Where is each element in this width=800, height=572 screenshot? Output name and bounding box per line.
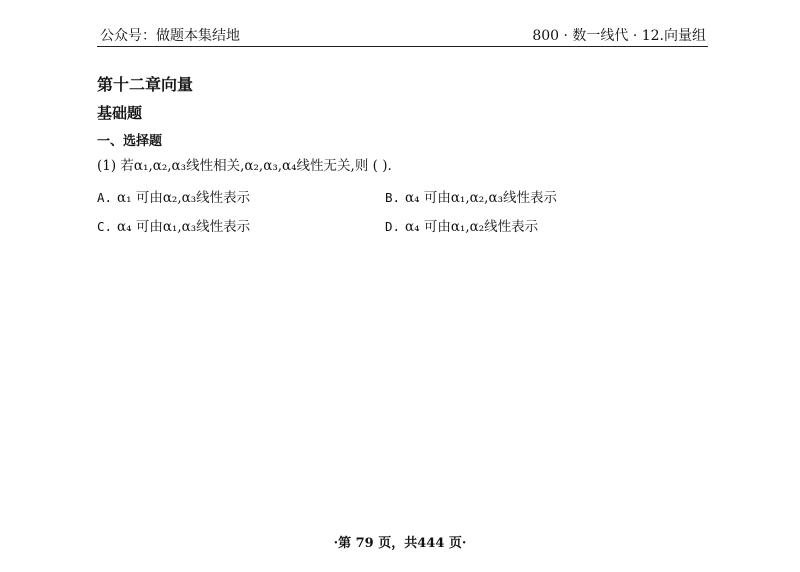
option-b bbox=[385, 186, 557, 206]
option-label: C. bbox=[97, 219, 113, 234]
option-label: D. bbox=[385, 219, 401, 234]
page-header bbox=[97, 22, 708, 47]
question-text: 若α₁,α₂,α₃线性相关,α₂,α₃,α₄线性无关,则 ( ). bbox=[120, 158, 392, 174]
option-c bbox=[97, 215, 250, 235]
section-title: 基础题 bbox=[97, 104, 143, 122]
page-footer: ·第 79 页，共444 页· bbox=[333, 536, 467, 551]
header-source: 公众号：做题本集结地 bbox=[100, 28, 240, 44]
header-title: 800 · 数一线代 · 12.向量组 bbox=[532, 28, 706, 44]
option-text: α₄ 可由α₁,α₂线性表示 bbox=[405, 219, 539, 235]
option-text: α₁ 可由α₂,α₃线性表示 bbox=[117, 190, 251, 206]
option-text: α₄ 可由α₁,α₂,α₃线性表示 bbox=[405, 190, 557, 206]
option-a bbox=[97, 186, 250, 206]
option-d bbox=[385, 215, 538, 235]
chapter-title: 第十二章向量 bbox=[97, 75, 194, 94]
option-text: α₄ 可由α₁,α₃线性表示 bbox=[117, 219, 251, 235]
option-label: B. bbox=[385, 190, 401, 205]
option-label: A. bbox=[97, 190, 113, 205]
question-number: (1) bbox=[97, 158, 117, 174]
subsection-title: 一、选择题 bbox=[97, 134, 163, 149]
question-1 bbox=[97, 154, 392, 174]
